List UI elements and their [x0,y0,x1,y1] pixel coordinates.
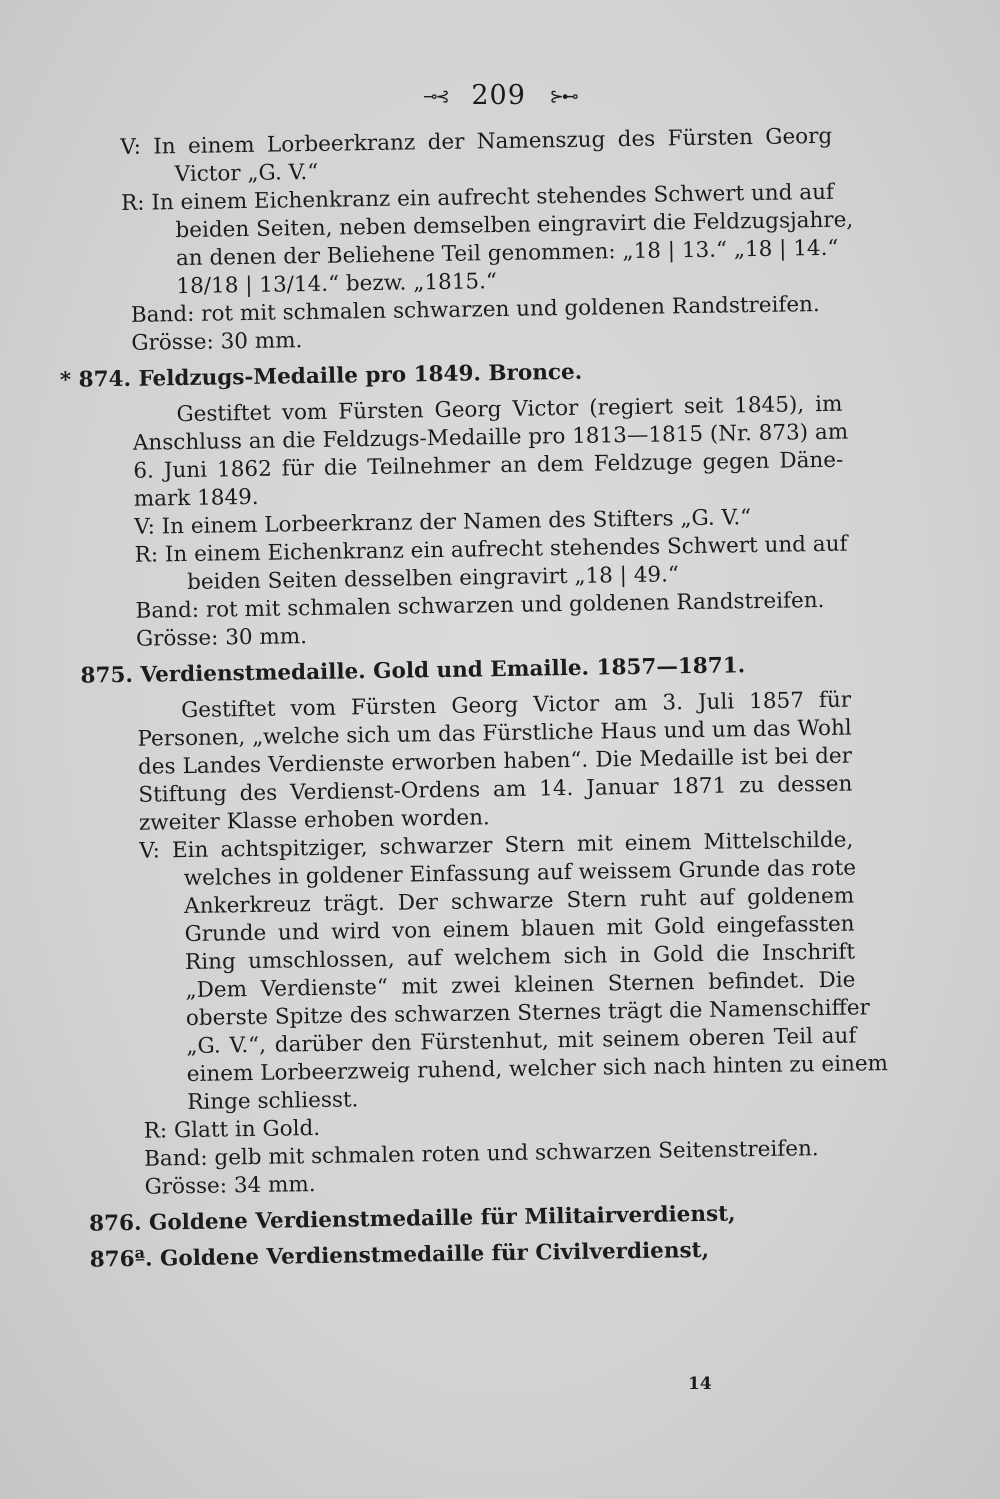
text-line: Stiftung des Verdienst-Ordens am 14. Januar 1871 zu dessen [138,771,853,808]
ornament-left-icon: ⊸⊰ [423,86,448,107]
text-line: beiden Seiten desselben eingravirt „18 | 49.“ [186,562,680,595]
text-line: mark 1849. [133,484,259,512]
text-line: Ringe schliesst. [187,1087,359,1116]
entry-heading-874: * 874. Feldzugs-Medaille pro 1849. Bronce. [59,359,583,393]
text-line: V: Ein achtspitziger, schwarzer Stern mit einem Mittelschilde, [139,827,854,864]
text-line: R: In einem Eichenkranz ein aufrecht stehendes Schwert und auf [134,531,848,568]
text-line: Personen, „welche sich um das Fürstliche Haus und um das Wohl [137,715,852,752]
text-line: des Landes Verdienste erworben haben“. Die Medaille ist bei der [137,743,853,780]
text-line: Band: rot mit schmalen schwarzen und goldenen Randstreifen. [130,292,820,328]
text-line: Grösse: 34 mm. [144,1172,316,1200]
entry-heading-875: 875. Verdienstmedaille. Gold und Emaille. 1857—1871. [80,653,746,689]
text-line: „Dem Verdienste“ mit zwei kleinen Sternen befindet. Die [185,967,856,1004]
text-line: „G. V.“, darüber den Fürstenhut, mit seinem oberen Teil auf [186,1023,857,1060]
text-line: Gestiftet vom Fürsten Georg Victor am 3. Juli 1857 für [180,687,852,724]
ornament-right-icon: ⊱⊷ [549,86,577,107]
entry-heading-876: 876. Goldene Verdienstmedaille für Militairverdienst, [88,1201,736,1237]
text-line: einem Lorbeerzweig ruhend, welcher sich nach hinten zu einem [186,1051,889,1088]
entry-heading-876a: 876ª. Goldene Verdienstmedaille für Civilverdienst, [89,1237,710,1273]
text-line: oberste Spitze des schwarzen Sternes trägt die Namenschiffer [185,995,871,1032]
text-line: Ring umschlossen, auf welchem sich in Gold die Inschrift [184,939,856,976]
text-line: Ankerkreuz trägt. Der schwarze Stern ruht auf goldenem [183,883,855,920]
text-line: zweiter Klasse erhoben worden. [138,805,490,836]
signature-mark: 14 [688,1374,712,1394]
text-line: 6. Juni 1862 für die Teilnehmer an dem Feldzuge gegen Däne- [133,447,844,484]
text-line: Band: rot mit schmalen schwarzen und goldenen Randstreifen. [135,587,825,624]
page-header [0,80,1000,111]
text-line: R: Glatt in Gold. [143,1115,321,1144]
text-line: Anschluss an die Feldzugs-Medaille pro 1813—1815 (Nr. 873) am [132,419,849,456]
text-line: Grösse: 30 mm. [135,624,308,652]
text-line: Gestiftet vom Fürsten Georg Victor (regiert seit 1845), im [176,391,843,428]
text-line: an denen der Beliehene Teil genommen: „18 | 13.“ „18 | 14.“ [175,235,839,272]
text-line: welches in goldener Einfassung auf weissem Grunde das rote [183,855,857,892]
text-line: Grunde und wird von einem blauen mit Gold eingefassten [184,911,855,948]
text-line: beiden Seiten, neben demselben eingravirt die Feldzugsjahre, [175,207,854,244]
text-line: Victor „G. V.“ [174,159,319,188]
page-body [0,120,1000,1273]
text-line: Grösse: 30 mm. [131,328,303,356]
page-number: 209 [471,80,526,111]
text-line: R: In einem Eichenkranz ein aufrecht stehendes Schwert und auf [120,179,835,216]
text-line: Band: gelb mit schmalen roten und schwarzen Seitenstreifen. [143,1136,819,1172]
text-line: V: In einem Lorbeerkranz der Namenszug des Fürsten Georg [120,123,833,160]
text-line: 18/18 | 13/14.“ bezw. „1815.“ [176,269,498,300]
text-line: V: In einem Lorbeerkranz der Namen des Stifters „G. V.“ [134,505,752,540]
